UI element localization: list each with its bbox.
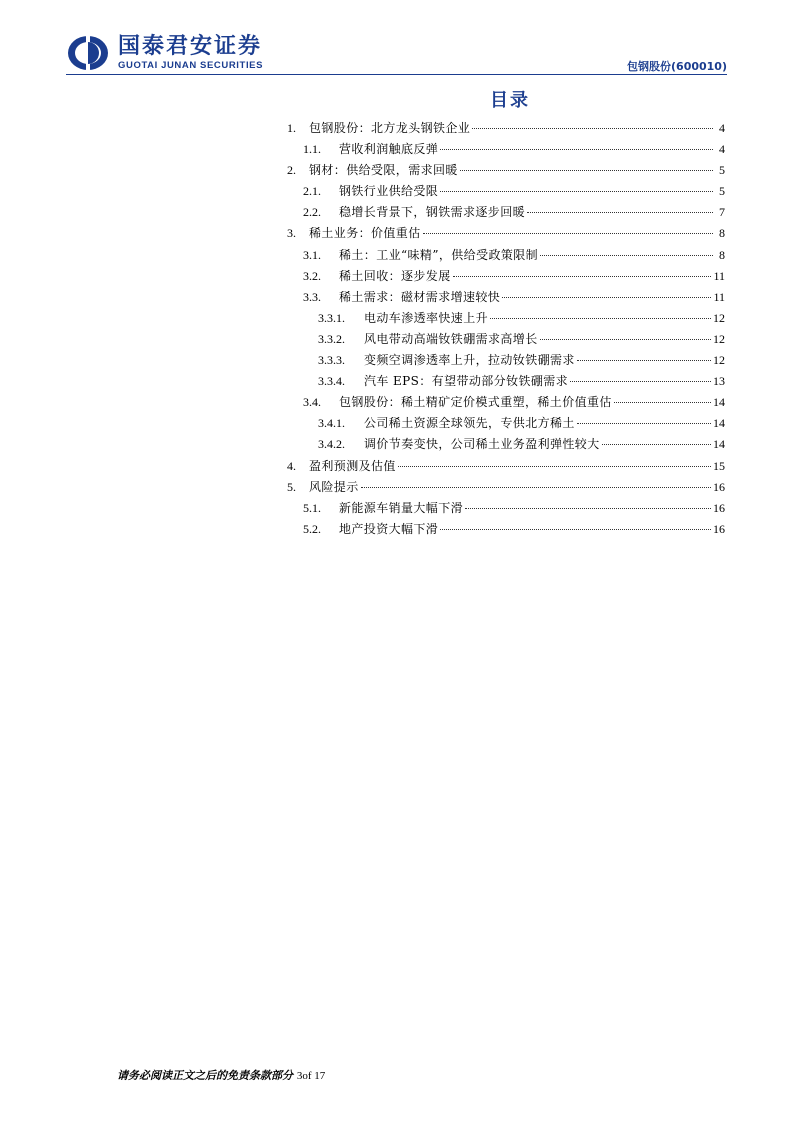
toc-entry[interactable]: [287, 308, 725, 329]
toc-page: 5: [719, 184, 725, 199]
toc-leader-dots: [577, 360, 711, 361]
toc-entry[interactable]: [287, 287, 725, 308]
toc-page: 11: [713, 268, 725, 283]
toc-title-text: 稀土需求：磁材需求增速较快: [339, 289, 501, 304]
toc-title-text: 包钢股份：稀土精矿定价模式重塑，稀土价值重估: [339, 395, 612, 410]
toc-leader-dots: [577, 423, 711, 424]
toc-title-text: 钢铁行业供给受限: [339, 184, 439, 199]
toc-number: 3.4.1.: [318, 416, 345, 431]
toc-entry[interactable]: [287, 118, 725, 139]
toc-title-text: 公司稀土资源全球领先，专供北方稀土: [364, 416, 575, 431]
toc-title: 目录: [490, 90, 530, 111]
toc-page: 14: [713, 416, 725, 431]
page-header: [0, 0, 793, 80]
guotai-junan-logo-icon: [66, 34, 110, 72]
toc-number: 5.1.: [303, 500, 321, 515]
logo-english-name: GUOTAI JUNAN SECURITIES: [118, 59, 264, 71]
toc-title-text: 稳增长背景下，钢铁需求逐步回暖: [339, 205, 526, 220]
toc-page: 12: [713, 310, 725, 325]
toc-page: 12: [713, 353, 725, 368]
toc-title-text: 风险提示: [309, 479, 359, 494]
toc-leader-dots: [602, 444, 711, 445]
toc-page: 16: [713, 521, 725, 536]
toc-leader-dots: [490, 318, 711, 319]
toc-leader-dots: [540, 339, 711, 340]
toc-title-text: 包钢股份：北方龙头钢铁企业: [309, 121, 471, 135]
toc-title-text: 风电带动高端钕铁硼需求高增长: [364, 331, 538, 346]
toc-number: 3.: [287, 226, 296, 241]
toc-leader-dots: [570, 381, 711, 382]
toc-entry[interactable]: [287, 245, 725, 266]
toc-page: 12: [713, 331, 725, 346]
toc-leader-dots: [453, 276, 712, 277]
toc-title-text: 营收利润触底反弹: [339, 142, 439, 157]
toc-page: 16: [713, 479, 725, 494]
toc-leader-dots: [465, 508, 711, 509]
toc-leader-dots: [460, 170, 713, 171]
toc-leader-dots: [614, 402, 711, 403]
disclaimer-text: 请务必阅读正文之后的免责条款部分: [117, 1069, 293, 1082]
toc-page: 4: [719, 121, 725, 135]
toc-leader-dots: [423, 233, 713, 234]
toc-number: 1.: [287, 121, 296, 135]
toc-entry[interactable]: [287, 329, 725, 350]
toc-number: 3.4.2.: [318, 437, 345, 452]
toc-title-text: 调价节奏变快，公司稀土业务盈利弹性较大: [364, 437, 600, 452]
toc-number: 5.: [287, 479, 296, 494]
toc-entry[interactable]: [287, 456, 725, 477]
toc-number: 3.3.: [303, 289, 321, 304]
page-number: 3of 17: [296, 1070, 326, 1082]
toc-entry[interactable]: [287, 371, 725, 392]
toc-number: 3.3.2.: [318, 331, 345, 346]
logo-chinese-name: 国泰君安证券: [118, 33, 263, 59]
toc-number: 5.2.: [303, 521, 321, 536]
toc-entry[interactable]: [287, 498, 725, 519]
toc-entry[interactable]: [287, 434, 725, 455]
table-of-contents: [287, 118, 725, 540]
toc-entry[interactable]: [287, 223, 725, 244]
toc-entry[interactable]: [287, 413, 725, 434]
toc-leader-dots: [472, 128, 713, 129]
toc-number: 4.: [287, 458, 296, 473]
toc-entry[interactable]: [287, 139, 725, 160]
page-footer: [117, 1067, 325, 1083]
toc-title-text: 盈利预测及估值: [309, 458, 396, 473]
toc-page: 11: [713, 289, 725, 304]
toc-leader-dots: [440, 529, 711, 530]
toc-title-text: 汽车 EPS：有望带动部分钕铁硼需求: [364, 374, 569, 389]
company-logo: [66, 34, 263, 72]
toc-number: 3.3.1.: [318, 310, 345, 325]
toc-entry[interactable]: [287, 350, 725, 371]
toc-page: 14: [713, 395, 725, 410]
toc-page: 16: [713, 500, 725, 515]
toc-leader-dots: [527, 212, 713, 213]
toc-title-text: 电动车渗透率快速上升: [364, 310, 489, 325]
toc-title-text: 变频空调渗透率上升，拉动钕铁硼需求: [364, 353, 575, 368]
toc-number: 3.1.: [303, 247, 321, 262]
toc-page: 15: [713, 458, 725, 473]
toc-title-text: 新能源车销量大幅下滑: [339, 500, 464, 515]
toc-page: 8: [719, 226, 725, 241]
toc-leader-dots: [398, 466, 711, 467]
toc-title-text: 稀土回收：逐步发展: [339, 268, 451, 283]
toc-leader-dots: [502, 297, 711, 298]
toc-number: 3.2.: [303, 268, 321, 283]
toc-leader-dots: [440, 191, 713, 192]
toc-number: 3.3.4.: [318, 374, 345, 389]
toc-page: 14: [713, 437, 725, 452]
toc-number: 3.3.3.: [318, 353, 345, 368]
toc-leader-dots: [540, 255, 713, 256]
toc-title-text: 稀土业务：价值重估: [309, 226, 421, 241]
toc-entry[interactable]: [287, 477, 725, 498]
toc-title-text: 钢材：供给受限，需求回暖: [309, 163, 458, 178]
toc-page: 13: [713, 374, 725, 389]
toc-number: 1.1.: [303, 142, 321, 157]
stock-label: 包钢股份(600010): [627, 60, 727, 73]
toc-entry[interactable]: [287, 519, 725, 540]
toc-page: 4: [719, 142, 725, 157]
toc-page: 5: [719, 163, 725, 178]
toc-leader-dots: [361, 487, 711, 488]
toc-leader-dots: [440, 149, 713, 150]
toc-title-text: 稀土：工业“味精”，供给受政策限制: [339, 247, 539, 262]
toc-page: 8: [719, 247, 725, 262]
toc-page: 7: [719, 205, 725, 220]
toc-entry[interactable]: [287, 202, 725, 223]
toc-number: 2.1.: [303, 184, 321, 199]
toc-number: 2.2.: [303, 205, 321, 220]
toc-entry[interactable]: [287, 181, 725, 202]
toc-number: 3.4.: [303, 395, 321, 410]
toc-entry[interactable]: [287, 160, 725, 181]
toc-entry[interactable]: [287, 392, 725, 413]
header-divider: [66, 74, 727, 75]
toc-entry[interactable]: [287, 266, 725, 287]
toc-title-text: 地产投资大幅下滑: [339, 521, 439, 536]
toc-number: 2.: [287, 163, 296, 178]
